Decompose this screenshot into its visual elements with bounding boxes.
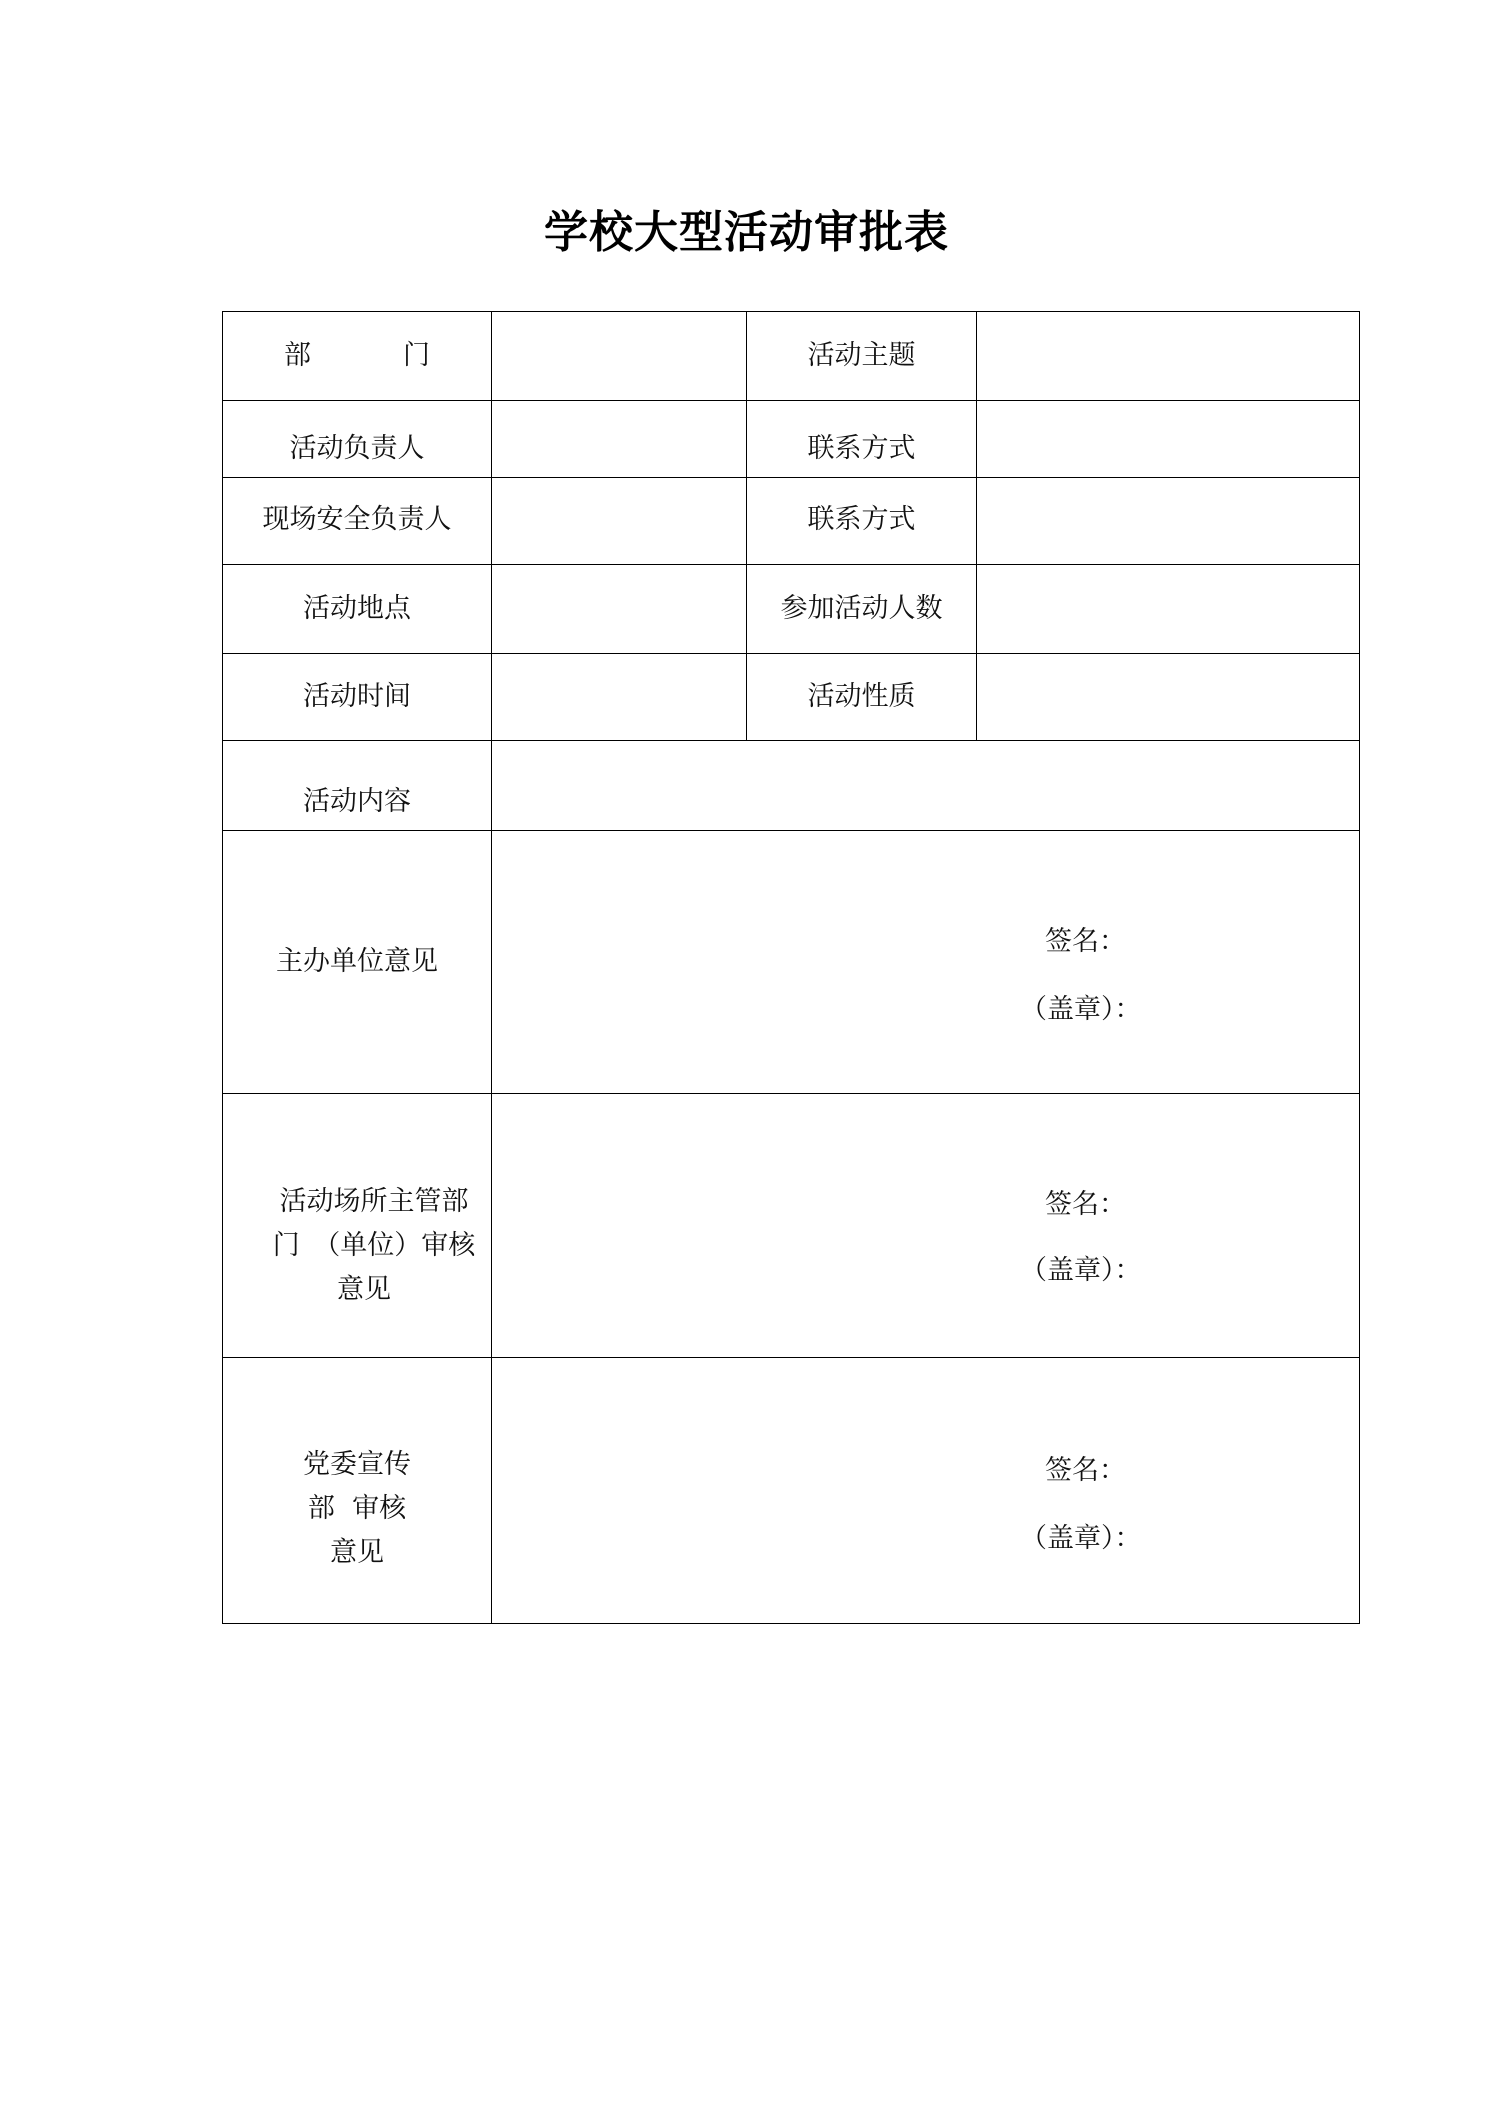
label-content [223, 741, 492, 831]
label-contact-1-text: 联系方式 [807, 432, 916, 464]
publicity-dept-signature-label: 签名： [1045, 1455, 1126, 1486]
page-title: 学校大型活动审批表 [544, 207, 949, 258]
field-organizer-opinion[interactable] [492, 831, 1360, 1094]
form-row-content [223, 741, 1360, 831]
form-row-safety-leader [223, 478, 1360, 565]
venue-dept-signature-label: 签名： [1045, 1189, 1126, 1220]
field-safety-leader[interactable] [492, 478, 747, 565]
field-contact-2[interactable] [977, 478, 1360, 565]
approval-row-publicity-dept [223, 1358, 1360, 1624]
label-time-text: 活动时间 [303, 680, 411, 712]
label-safety-leader-text: 现场安全负责人 [262, 504, 452, 535]
field-participants[interactable] [977, 565, 1360, 654]
approval-row-venue-dept [223, 1094, 1360, 1358]
label-contact-2 [747, 478, 977, 565]
label-activity-theme-text: 活动主题 [807, 339, 916, 371]
label-activity-theme [747, 312, 977, 401]
label-organizer-opinion-text: 主办单位意见 [276, 945, 438, 977]
form-row-time [223, 654, 1360, 741]
label-activity-leader [223, 401, 492, 478]
field-time[interactable] [492, 654, 747, 741]
label-safety-leader [223, 478, 492, 565]
field-activity-theme[interactable] [977, 312, 1360, 401]
field-location[interactable] [492, 565, 747, 654]
organizer-signature-label: 签名： [1045, 926, 1126, 957]
field-content[interactable] [492, 741, 1360, 831]
label-contact-2-text: 联系方式 [807, 504, 916, 535]
label-department-char-1: 部 [284, 339, 311, 371]
label-location [223, 565, 492, 654]
label-publicity-dept-opinion [223, 1358, 492, 1624]
label-publicity-dept-line-1: 党委宣传 [303, 1448, 411, 1480]
label-activity-leader-text: 活动负责人 [289, 432, 425, 464]
label-publicity-dept-line-3: 意见 [330, 1536, 384, 1568]
label-publicity-dept-line-2: 部 审核 [307, 1492, 407, 1524]
field-publicity-dept-opinion[interactable] [492, 1358, 1360, 1624]
field-venue-dept-opinion[interactable] [492, 1094, 1360, 1358]
label-venue-dept-line-1: 活动场所主管部 [279, 1185, 469, 1217]
form-row-location [223, 565, 1360, 654]
label-nature [747, 654, 977, 741]
publicity-dept-seal-label: （盖章）： [1020, 1523, 1142, 1554]
venue-dept-seal-label: （盖章）： [1020, 1255, 1142, 1286]
field-nature[interactable] [977, 654, 1360, 741]
field-activity-leader[interactable] [492, 401, 747, 478]
field-department[interactable] [492, 312, 747, 401]
label-venue-dept-line-2: 门 （单位）审核 [272, 1229, 476, 1261]
form-row-department [223, 312, 1360, 401]
label-department [223, 312, 492, 401]
label-venue-dept-line-3: 意见 [337, 1273, 391, 1305]
label-location-text: 活动地点 [303, 592, 411, 624]
label-content-text: 活动内容 [303, 785, 411, 817]
label-participants-text: 参加活动人数 [780, 592, 943, 624]
label-nature-text: 活动性质 [807, 680, 916, 712]
label-contact-1 [747, 401, 977, 478]
organizer-seal-label: （盖章）： [1020, 994, 1142, 1025]
label-department-char-2: 门 [403, 339, 430, 371]
field-contact-1[interactable] [977, 401, 1360, 478]
label-organizer-opinion [223, 831, 492, 1094]
label-venue-dept-opinion [223, 1094, 492, 1358]
label-participants [747, 565, 977, 654]
label-time [223, 654, 492, 741]
approval-form-table [222, 311, 1360, 1624]
form-row-activity-leader [223, 401, 1360, 478]
approval-row-organizer [223, 831, 1360, 1094]
